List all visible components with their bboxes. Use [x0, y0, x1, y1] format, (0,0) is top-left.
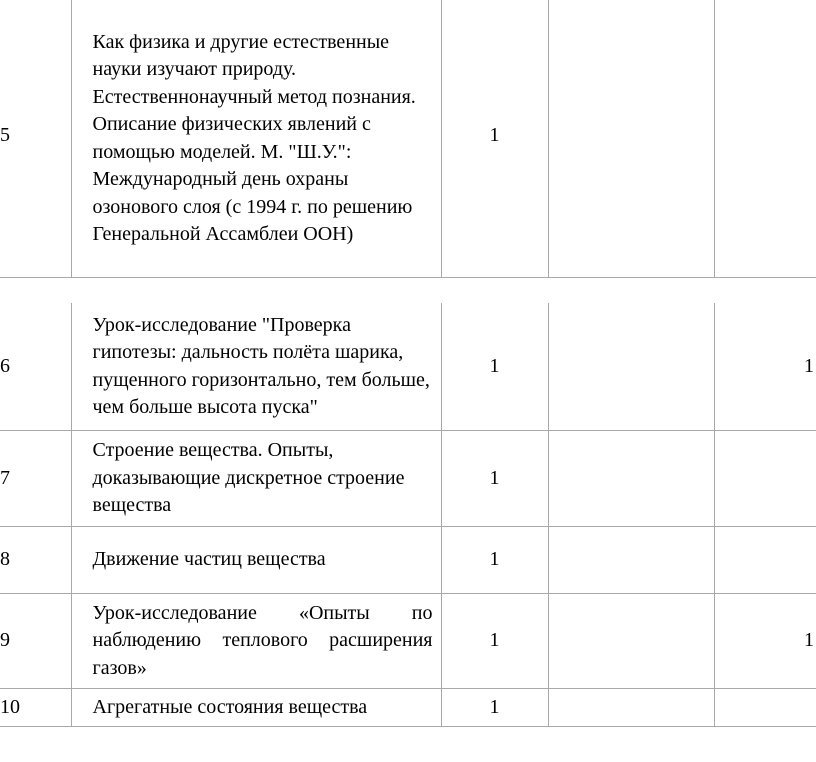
- lesson-extra: [714, 431, 816, 527]
- lesson-hours: 1: [441, 594, 548, 689]
- empty-cell: [548, 303, 714, 431]
- empty-cell: [548, 527, 714, 594]
- lesson-number: 8: [0, 527, 71, 594]
- lesson-extra: 1: [714, 594, 816, 689]
- table-row: [0, 689, 816, 727]
- table-row: [0, 0, 816, 278]
- lesson-number: 7: [0, 431, 71, 527]
- table-row: [0, 527, 816, 594]
- lesson-hours: 1: [441, 527, 548, 594]
- lesson-title: Урок-исследование «Опыты по наблюдению теплового расширения газов»: [71, 594, 441, 689]
- empty-cell: [548, 594, 714, 689]
- lesson-table-bottom: [0, 303, 816, 727]
- table-row: [0, 594, 816, 689]
- lesson-extra: [714, 689, 816, 727]
- lesson-number: 10: [0, 689, 71, 727]
- lesson-number: 6: [0, 303, 71, 431]
- lesson-title: Агрегатные состояния вещества: [71, 689, 441, 727]
- lesson-number: 5: [0, 0, 71, 278]
- lesson-extra: [714, 527, 816, 594]
- lesson-title: Как физика и другие естественные науки изучают природу. Естественнонаучный метод познания. Описание физических явлений с помощью моделей. М. "Ш.У.": Международный день охраны озонового слоя (с 1994 г. по решению Генеральной Ассамблеи ООН): [71, 0, 441, 278]
- table-row: [0, 303, 816, 431]
- lesson-title: Урок-исследование "Проверка гипотезы: дальность полёта шарика, пущенного горизонтально, тем больше, чем больше высота пуска": [71, 303, 441, 431]
- empty-cell: [548, 689, 714, 727]
- lesson-hours: 1: [441, 431, 548, 527]
- table-row: [0, 431, 816, 527]
- lesson-extra: 1: [714, 303, 816, 431]
- lesson-extra: [714, 0, 816, 278]
- lesson-hours: 1: [441, 0, 548, 278]
- lesson-table-top: [0, 0, 816, 278]
- lesson-hours: 1: [441, 689, 548, 727]
- lesson-number: 9: [0, 594, 71, 689]
- empty-cell: [548, 431, 714, 527]
- lesson-hours: 1: [441, 303, 548, 431]
- lesson-title: Строение вещества. Опыты, доказывающие дискретное строение вещества: [71, 431, 441, 527]
- empty-cell: [548, 0, 714, 278]
- lesson-title: Движение частиц вещества: [71, 527, 441, 594]
